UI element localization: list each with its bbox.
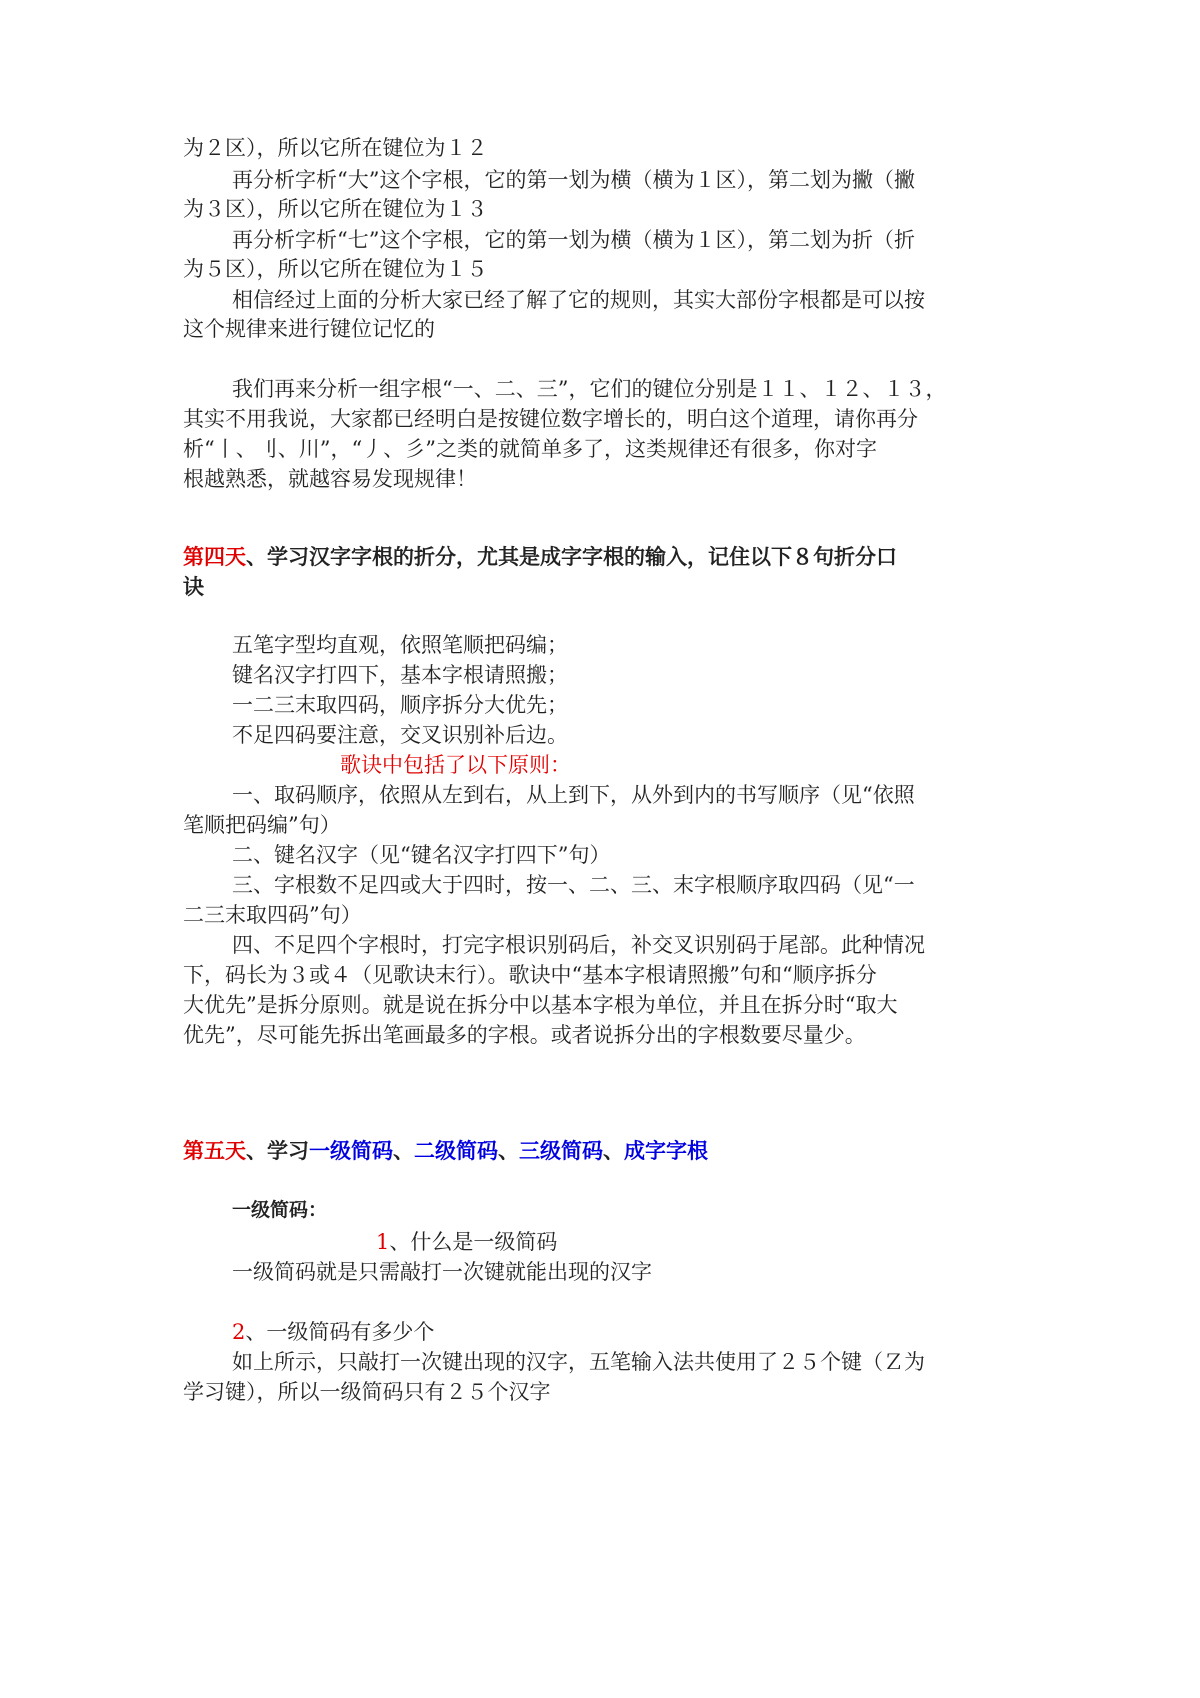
answer-2: 如上所示，只敲打一次键出现的汉字，五笔输入法共使用了２５个键（Ｚ为 (232, 1350, 925, 1374)
question-text: 、一级简码有多少个 (245, 1320, 435, 1344)
answer-2-cont: 学习键），所以一级简码只有２５个汉字 (183, 1380, 551, 1404)
topic-level2: 二级简码 (414, 1139, 498, 1163)
text-line: 析“丨、刂、川”，“丿、彡”之类的就简单多了，这类规律还有很多，你对字 (183, 437, 877, 461)
day4-heading-cont: 诀 (183, 575, 204, 599)
text-line: 下，码长为３或４（见歌诀末行）。歌诀中“基本字根请照搬”句和“顺序拆分 (183, 963, 877, 987)
text-line: 我们再来分析一组字根“一、二、三”，它们的键位分别是１１、１２、１３， (232, 377, 947, 401)
text-line: 再分析字析“七”这个字根，它的第一划为横（横为１区），第二划为折（折 (232, 228, 915, 252)
text-line: 一、取码顺序，依照从左到右，从上到下，从外到内的书写顺序（见“依照 (232, 783, 915, 807)
text-line: 为２区），所以它所在键位为１２ (183, 136, 488, 160)
day5-sep: 、学习 (246, 1139, 309, 1163)
answer-1: 一级简码就是只需敲打一次键就能出现的汉字 (232, 1260, 652, 1284)
topic-level1: 一级简码 (309, 1139, 393, 1163)
text-line: 优先”，尽可能先拆出笔画最多的字根。或者说拆分出的字根数要尽量少。 (183, 1023, 866, 1047)
day5-label: 第五天 (183, 1139, 246, 1163)
text-line: 根越熟悉，就越容易发现规律！ (183, 467, 477, 491)
text-line: 四、不足四个字根时，打完字根识别码后，补交叉识别码于尾部。此种情况 (232, 933, 925, 957)
question-number: 1 (376, 1230, 390, 1254)
question-2 (232, 1316, 1030, 1348)
text-line: 这个规律来进行键位记忆的 (183, 317, 435, 341)
text-line: 为３区），所以它所在键位为１３ (183, 197, 488, 221)
day4-heading (183, 541, 1030, 573)
topic-chengzi: 成字字根 (624, 1139, 708, 1163)
text-line: 二三末取四码”句） (183, 903, 362, 927)
text-line: 相信经过上面的分析大家已经了解了它的规则，其实大部份字根都是可以按 (232, 288, 925, 312)
text-line: 其实不用我说，大家都已经明白是按键位数字增长的，明白这个道理，请你再分 (183, 407, 918, 431)
text-line: 三、字根数不足四或大于四时，按一、二、三、末字根顺序取四码（见“一 (232, 873, 915, 897)
text-line: 为５区），所以它所在键位为１５ (183, 257, 488, 281)
day5-sep: 、 (603, 1139, 624, 1163)
verse-line: 不足四码要注意，交叉识别补后边。 (232, 723, 568, 747)
day5-heading (183, 1135, 1030, 1167)
day4-label: 第四天 (183, 545, 246, 569)
verse-line: 五笔字型均直观，依照笔顺把码编； (232, 633, 568, 657)
text-line: 笔顺把码编”句） (183, 813, 341, 837)
verse-line: 一二三末取四码，顺序拆分大优先； (232, 693, 568, 717)
question-1 (376, 1226, 1030, 1258)
text-line: 二、键名汉字（见“键名汉字打四下”句） (232, 843, 611, 867)
text-line: 再分析字析“大”这个字根，它的第一划为横（横为１区），第二划为撇（撇 (232, 168, 915, 192)
day5-sep: 、 (393, 1139, 414, 1163)
principles-heading: 歌诀中包括了以下原则： (340, 753, 571, 777)
verse-line: 键名汉字打四下，基本字根请照搬； (232, 663, 568, 687)
day5-sep: 、 (498, 1139, 519, 1163)
question-text: 、什么是一级简码 (389, 1230, 558, 1254)
text-line: 大优先”是拆分原则。就是说在拆分中以基本字根为单位，并且在拆分时“取大 (183, 993, 898, 1017)
question-number: 2 (232, 1320, 246, 1344)
level1-subheading: 一级简码： (232, 1199, 328, 1221)
topic-level3: 三级简码 (519, 1139, 603, 1163)
day4-title: 、学习汉字字根的折分，尤其是成字字根的输入，记住以下８句折分口 (246, 545, 897, 569)
